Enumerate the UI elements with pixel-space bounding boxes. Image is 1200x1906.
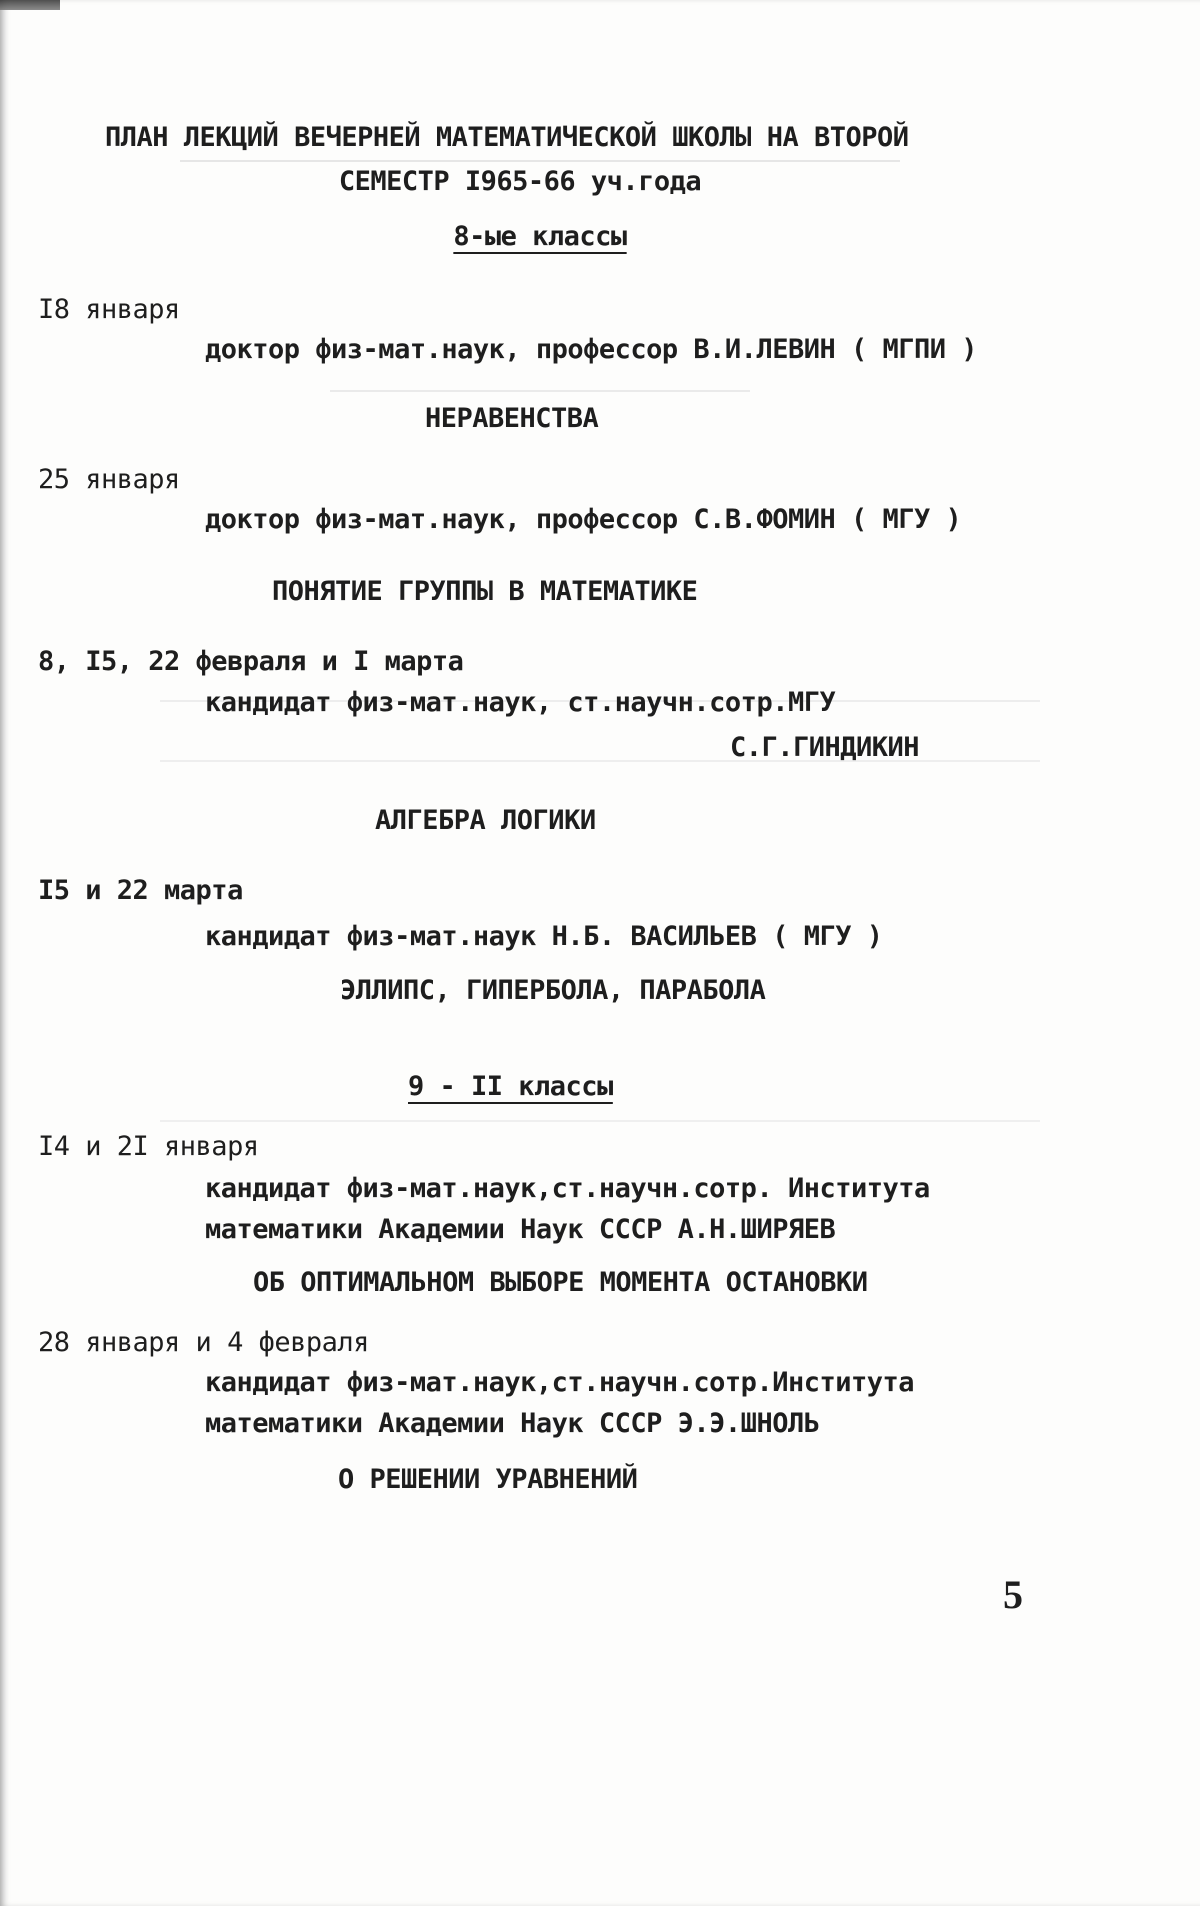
lecture-lecturer: кандидат физ-мат.наук, ст.научн.сотр.МГУ [205,687,836,718]
document-title-line1: ПЛАН ЛЕКЦИЙ ВЕЧЕРНЕЙ МАТЕМАТИЧЕСКОЙ ШКОЛЫ НА ВТОРОЙ [105,122,909,153]
lecture-lecturer: математики Академии Наук СССР А.Н.ШИРЯЕВ [205,1214,836,1245]
lecture-topic: НЕРАВЕНСТВА [425,403,599,434]
lecture-lecturer: доктор физ-мат.наук, профессор С.В.ФОМИН ( МГУ ) [205,504,962,535]
lecture-lecturer: доктор физ-мат.наук, профессор В.И.ЛЕВИН ( МГПИ ) [205,334,978,365]
lecture-date: 28 января и 4 февраля [38,1327,369,1358]
section-heading-9-11: 9 - II классы [408,1071,613,1102]
lecture-topic: ОБ ОПТИМАЛЬНОМ ВЫБОРЕ МОМЕНТА ОСТАНОВКИ [253,1267,868,1298]
lecture-date: 8, I5, 22 февраля и I марта [38,646,464,677]
lecture-lecturer: кандидат физ-мат.наук,ст.научн.сотр.Института [205,1367,914,1398]
lecture-topic: ПОНЯТИЕ ГРУППЫ В МАТЕМАТИКЕ [272,576,698,607]
lecture-lecturer: кандидат физ-мат.наук Н.Б. ВАСИЛЬЕВ ( МГУ ) [205,921,883,952]
page-number: 5 [1003,1572,1023,1617]
lecture-lecturer: кандидат физ-мат.наук,ст.научн.сотр. Института [205,1173,930,1204]
lecture-date: I8 января [38,294,180,325]
scan-edge-mark [0,0,60,10]
lecture-lecturer-name: С.Г.ГИНДИКИН [730,732,920,763]
lecture-topic: ЭЛЛИПС, ГИПЕРБОЛА, ПАРАБОЛА [340,975,766,1006]
lecture-topic: АЛГЕБРА ЛОГИКИ [375,805,596,836]
section-heading-8: 8-ые классы [453,221,627,252]
lecture-date: I4 и 2I января [38,1131,259,1162]
bleed-through-line [160,1120,1040,1134]
lecture-date: I5 и 22 марта [38,875,243,906]
lecture-topic: О РЕШЕНИИ УРАВНЕНИЙ [338,1464,638,1495]
document-title-line2: СЕМЕСТР I965-66 уч.года [338,166,702,197]
lecture-lecturer: математики Академии Наук СССР Э.Э.ШНОЛЬ [205,1408,820,1439]
lecture-date: 25 января [38,464,180,495]
